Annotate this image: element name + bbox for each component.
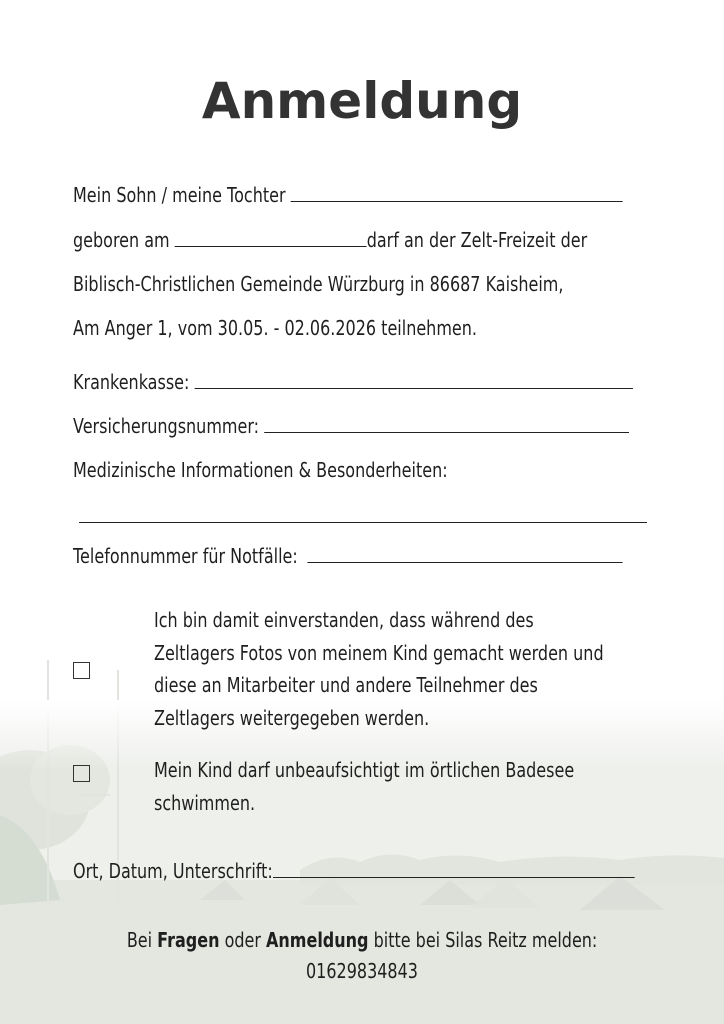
- signature-label: Ort, Datum, Unterschrift:: [73, 859, 273, 883]
- child-name-field[interactable]: [291, 183, 623, 202]
- photo-consent-checkbox[interactable]: [73, 662, 90, 679]
- page-title: Anmeldung: [201, 72, 523, 130]
- emergency-phone-field[interactable]: [308, 544, 623, 563]
- signature-row: [73, 858, 634, 884]
- medical-info-field[interactable]: [79, 522, 647, 523]
- swimming-consent-checkbox[interactable]: [73, 765, 90, 782]
- emergency-phone-label: Telefonnummer für Notfälle:: [73, 544, 298, 568]
- photo-consent-line: Zeltlagers Fotos von meinem Kind gemacht werden und: [154, 640, 604, 665]
- contact-phone: 01629834843: [305, 959, 418, 983]
- birthdate-label: geboren am: [73, 228, 170, 252]
- photo-consent-line: Ich bin damit einverstanden, dass während des: [154, 608, 534, 632]
- medical-info-label: Medizinische Informationen & Besonderheiten:: [73, 458, 448, 482]
- contact-emphasis: Fragen: [157, 928, 220, 952]
- insurance-number-label: Versicherungsnummer:: [73, 414, 260, 438]
- church-text: Biblisch-Christlichen Gemeinde Würzburg in 86687 Kaisheim,: [73, 272, 564, 296]
- photo-consent-line: diese an Mitarbeiter und andere Teilnehmer des: [154, 673, 538, 697]
- insurance-row: [73, 369, 633, 395]
- contact-phone-row: [0, 956, 724, 987]
- child-name-label: Mein Sohn / meine Tochter: [73, 183, 286, 207]
- insurance-field[interactable]: [194, 370, 632, 389]
- contact-text: oder: [224, 928, 261, 952]
- birthdate-field[interactable]: [175, 228, 367, 247]
- insurance-number-row: [73, 413, 629, 439]
- signature-field[interactable]: [273, 859, 635, 878]
- child-name-row: [73, 182, 623, 208]
- photo-consent-text: [154, 604, 604, 734]
- birthdate-row: [73, 227, 587, 253]
- swimming-consent-line: Mein Kind darf unbeaufsichtigt im örtlichen Badesee: [154, 758, 575, 782]
- contact-text: bitte bei Silas Reitz melden:: [373, 928, 598, 952]
- swimming-consent-line: schwimmen.: [154, 790, 256, 815]
- contact-info: [0, 925, 724, 956]
- contact-text: Bei: [126, 928, 153, 952]
- emergency-phone-row: [73, 543, 623, 569]
- address-dates-text: Am Anger 1, vom 30.05. - 02.06.2026 teilnehmen.: [73, 316, 477, 340]
- swimming-consent-text: [154, 754, 574, 819]
- photo-consent-line: Zeltlagers weitergegeben werden.: [154, 705, 430, 730]
- insurance-number-field[interactable]: [264, 414, 629, 433]
- contact-emphasis: Anmeldung: [265, 928, 369, 952]
- participation-text: darf an der Zelt-Freizeit der: [366, 228, 588, 252]
- insurance-label: Krankenkasse:: [73, 370, 190, 394]
